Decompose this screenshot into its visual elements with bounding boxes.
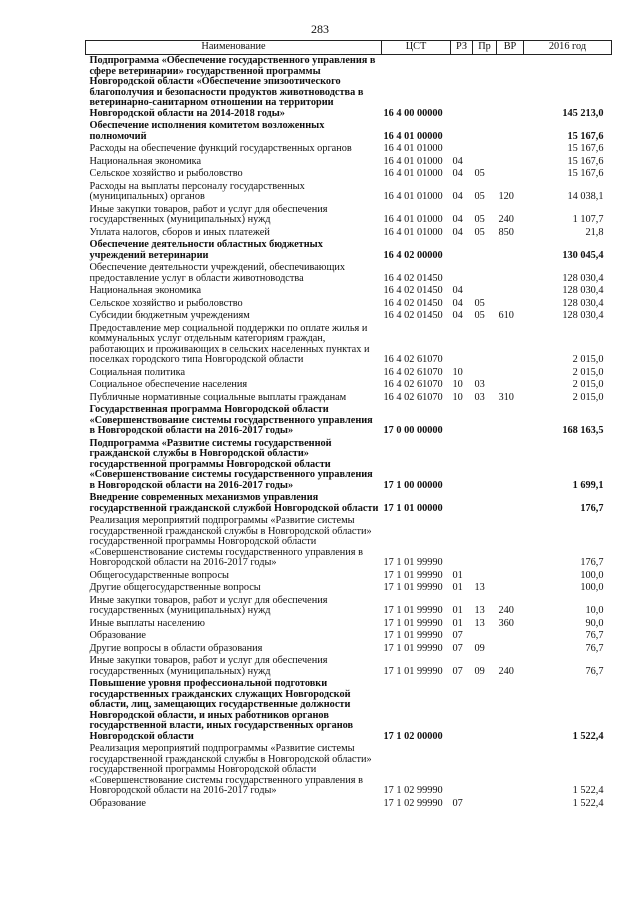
cell-vr [497, 379, 524, 392]
cell-name: Иные закупки товаров, работ и услуг для обеспечения государственных (муниципальных) нужд [89, 594, 328, 616]
cell-name: Другие вопросы в области образования [89, 642, 263, 654]
cell-cst: 16 4 01 01000 [383, 168, 443, 179]
cell-vr [497, 262, 524, 285]
cell-sum: 15 167,6 [567, 130, 604, 142]
table-row [86, 168, 612, 181]
cell-sum: 168 163,5 [562, 425, 604, 436]
cell-sum: 176,7 [580, 557, 604, 568]
cell-pr: 05 [474, 214, 485, 225]
table-header-row [86, 41, 612, 55]
cell-vr [497, 239, 524, 262]
cell-rz: 07 [452, 642, 463, 654]
table-row [86, 262, 612, 285]
cell-rz [451, 262, 473, 285]
header-name: Наименование [86, 41, 382, 55]
cell-name: Расходы на обеспечение функций государственных органов [89, 143, 352, 154]
cell-name: Повышение уровня профессиональной подготовки государственных гражданских служащих Новгородской области, лиц, замещающих государственные должности Новгородской области, и иных работников органов государственной власти, иных государственных органов Новгородской области [89, 678, 354, 742]
table-row [86, 310, 612, 323]
cell-pr [473, 743, 497, 798]
cell-cst: 16 4 01 01000 [383, 226, 443, 238]
header-cst: ЦСТ [382, 41, 451, 55]
cell-sum: 2 015,0 [572, 354, 604, 365]
cell-rz: 07 [452, 630, 463, 641]
table-row [86, 404, 612, 438]
cell-pr [473, 143, 497, 156]
cell-cst: 16 4 02 61070 [383, 354, 443, 365]
cell-sum: 2 015,0 [572, 379, 604, 390]
cell-rz [451, 239, 473, 262]
cell-name: Подпрограмма «Обеспечение государственного управления в сфере ветеринарии» государственной программы Новгородской области «Обеспечение эпизоотического благополучия и безопасности продуктов животноводства в ветеринарно-санитарном отношении на территории Новгородской области на 2014-2018 годы» [89, 55, 376, 119]
table-row [86, 655, 612, 678]
cell-cst: 16 4 02 00000 [383, 249, 443, 261]
table-row [86, 120, 612, 143]
cell-pr [473, 492, 497, 515]
cell-cst: 17 1 01 99990 [383, 630, 443, 641]
table-row [86, 156, 612, 169]
cell-cst: 17 1 00 00000 [383, 479, 443, 491]
cell-cst: 17 1 01 99990 [383, 665, 443, 677]
cell-pr: 09 [474, 642, 485, 654]
table-row [86, 379, 612, 392]
cell-rz: 04 [452, 297, 463, 309]
table-row [86, 630, 612, 643]
cell-pr: 13 [474, 617, 485, 629]
cell-pr [473, 630, 497, 643]
cell-vr: 240 [498, 665, 514, 677]
cell-sum: 1 107,7 [572, 214, 604, 225]
cell-sum: 76,7 [585, 630, 604, 641]
cell-pr: 13 [474, 605, 485, 616]
cell-cst: 17 1 01 99990 [383, 569, 443, 581]
cell-rz [451, 515, 473, 570]
cell-pr [473, 798, 497, 811]
cell-rz [451, 120, 473, 143]
cell-vr [497, 643, 524, 656]
cell-sum: 10,0 [585, 605, 604, 616]
cell-sum: 130 045,4 [562, 249, 604, 261]
cell-sum: 15 167,6 [567, 168, 604, 179]
cell-cst: 17 1 01 99990 [383, 605, 443, 616]
cell-sum: 128 030,4 [562, 285, 604, 296]
cell-name: Публичные нормативные социальные выплаты гражданам [89, 391, 347, 403]
cell-rz: 01 [452, 617, 463, 629]
cell-sum: 145 213,0 [562, 107, 604, 119]
cell-pr [473, 404, 497, 438]
table-row [86, 227, 612, 240]
cell-rz: 04 [452, 226, 463, 238]
cell-rz [451, 438, 473, 493]
cell-cst: 16 4 02 01450 [383, 297, 443, 309]
cell-sum: 2 015,0 [572, 366, 604, 378]
cell-rz [451, 404, 473, 438]
cell-rz: 04 [452, 168, 463, 179]
cell-name: Сельское хозяйство и рыболовство [89, 168, 243, 179]
cell-vr [497, 55, 524, 121]
cell-rz: 01 [452, 582, 463, 593]
cell-rz [451, 143, 473, 156]
cell-vr [497, 582, 524, 595]
cell-pr: 03 [474, 379, 485, 390]
cell-cst: 17 1 02 00000 [383, 730, 443, 742]
cell-pr [473, 262, 497, 285]
cell-name: Субсидии бюджетным учреждениям [89, 310, 250, 321]
cell-vr [497, 120, 524, 143]
table-row [86, 582, 612, 595]
cell-rz [451, 743, 473, 798]
cell-cst: 16 4 01 00000 [383, 130, 443, 142]
cell-vr: 850 [498, 226, 514, 238]
cell-sum: 100,0 [580, 569, 604, 581]
cell-sum: 128 030,4 [562, 272, 604, 284]
table-row [86, 570, 612, 583]
cell-name: Реализация мероприятий подпрограммы «Развитие системы государственной гражданской службы в Новгородской области» государственной программы Новгородской области «Совершенствование системы государственного управления в Новгородской области на 2016-2017 годы» [89, 515, 372, 568]
cell-pr: 05 [474, 168, 485, 179]
cell-name: Обеспечение деятельности областных бюджетных учреждений ветеринарии [89, 239, 323, 261]
cell-vr [497, 323, 524, 367]
cell-vr: 610 [498, 310, 514, 321]
cell-sum: 76,7 [585, 642, 604, 654]
cell-name: Обеспечение деятельности учреждений, обеспечивающих предоставление услуг в области животноводства [89, 262, 346, 284]
cell-rz [451, 55, 473, 121]
cell-name: Национальная экономика [89, 285, 202, 296]
cell-sum: 90,0 [585, 617, 604, 629]
cell-cst: 16 4 02 01450 [383, 272, 443, 284]
cell-pr [473, 323, 497, 367]
cell-cst: 16 4 02 61070 [383, 379, 443, 390]
cell-name: Социальное обеспечение населения [89, 379, 248, 390]
cell-rz: 04 [452, 310, 463, 321]
cell-cst: 16 4 00 00000 [383, 107, 443, 119]
cell-name: Уплата налогов, сборов и иных платежей [89, 226, 270, 238]
cell-sum: 100,0 [580, 582, 604, 593]
cell-sum: 1 699,1 [572, 479, 604, 491]
cell-rz: 10 [452, 379, 463, 390]
table-row [86, 618, 612, 631]
cell-vr [497, 367, 524, 380]
cell-pr [473, 285, 497, 298]
cell-pr: 09 [474, 665, 485, 677]
cell-cst: 16 4 02 01450 [383, 310, 443, 321]
header-rz: РЗ [451, 41, 473, 55]
cell-cst: 17 1 01 00000 [383, 502, 443, 514]
cell-rz: 10 [452, 391, 463, 403]
cell-name: Образование [89, 630, 146, 641]
cell-rz [451, 323, 473, 367]
cell-name: Иные выплаты населению [89, 617, 206, 629]
cell-cst: 17 1 01 99990 [383, 557, 443, 568]
cell-sum: 1 522,4 [572, 797, 604, 809]
cell-rz: 10 [452, 366, 463, 378]
cell-vr: 120 [498, 191, 514, 202]
cell-vr [497, 678, 524, 743]
cell-rz: 04 [452, 155, 463, 167]
cell-pr [473, 156, 497, 169]
cell-cst: 16 4 02 01450 [383, 285, 443, 296]
cell-vr [497, 438, 524, 493]
cell-pr [473, 570, 497, 583]
cell-rz [451, 678, 473, 743]
header-pr: Пр [473, 41, 497, 55]
cell-pr: 03 [474, 391, 485, 403]
table-row [86, 743, 612, 798]
cell-vr [497, 156, 524, 169]
cell-vr [497, 515, 524, 570]
table-row [86, 643, 612, 656]
table-row [86, 438, 612, 493]
cell-name: Социальная политика [89, 366, 186, 378]
cell-vr [497, 298, 524, 311]
cell-name: Сельское хозяйство и рыболовство [89, 297, 243, 309]
cell-cst: 17 0 00 00000 [383, 425, 443, 436]
table-row [86, 55, 612, 121]
table-row [86, 181, 612, 204]
cell-sum: 176,7 [580, 502, 604, 514]
cell-vr [497, 630, 524, 643]
cell-vr: 310 [498, 391, 514, 403]
cell-sum: 15 167,6 [567, 143, 604, 154]
cell-vr [497, 492, 524, 515]
cell-pr: 13 [474, 582, 485, 593]
cell-name: Другие общегосударственные вопросы [89, 582, 261, 593]
cell-cst: 16 4 01 01000 [383, 143, 443, 154]
table-row [86, 678, 612, 743]
table-row [86, 492, 612, 515]
cell-vr: 240 [498, 214, 514, 225]
cell-sum: 1 522,4 [572, 785, 604, 796]
page-number: 283 [311, 22, 329, 36]
cell-rz: 04 [452, 191, 463, 202]
table-row [86, 595, 612, 618]
cell-sum: 128 030,4 [562, 310, 604, 321]
cell-pr: 05 [474, 191, 485, 202]
cell-pr [473, 55, 497, 121]
cell-sum: 2 015,0 [572, 391, 604, 403]
cell-vr [497, 798, 524, 811]
cell-cst: 16 4 01 01000 [383, 214, 443, 225]
table-row [86, 204, 612, 227]
cell-name: Обеспечение исполнения комитетом возложенных полномочий [89, 120, 325, 142]
cell-sum: 15 167,6 [567, 155, 604, 167]
table-row [86, 392, 612, 405]
cell-pr: 05 [474, 310, 485, 321]
cell-name: Внедрение современных механизмов управления государственной гражданской службой Новгородской области [89, 492, 379, 514]
cell-sum: 1 522,4 [572, 730, 604, 742]
cell-name: Реализация мероприятий подпрограммы «Развитие системы государственной гражданской службы в Новгородской области» государственной программы Новгородской области «Совершенствование системы государственного управления в Новгородской области на 2016-2017 годы» [89, 743, 372, 796]
cell-name: Государственная программа Новгородской области «Совершенствование системы государственного управления в Новгородской области на 2016-2017 годы» [89, 404, 373, 436]
cell-pr [473, 120, 497, 143]
cell-pr: 05 [474, 297, 485, 309]
cell-pr [473, 438, 497, 493]
cell-vr [497, 743, 524, 798]
table-row [86, 143, 612, 156]
table-row [86, 285, 612, 298]
cell-rz: 07 [452, 665, 463, 677]
cell-cst: 17 1 01 99990 [383, 582, 443, 593]
cell-rz: 04 [452, 285, 463, 296]
table-row [86, 798, 612, 811]
cell-vr [497, 168, 524, 181]
cell-cst: 16 4 02 61070 [383, 366, 443, 378]
cell-name: Расходы на выплаты персоналу государственных (муниципальных) органов [89, 180, 305, 202]
cell-sum: 21,8 [585, 226, 604, 238]
cell-pr: 05 [474, 226, 485, 238]
cell-cst: 17 1 01 99990 [383, 617, 443, 629]
table-row [86, 367, 612, 380]
cell-name: Иные закупки товаров, работ и услуг для обеспечения государственных (муниципальных) нужд [89, 203, 328, 225]
cell-rz: 07 [452, 797, 463, 809]
cell-name: Подпрограмма «Развитие системы государственной гражданской службы в Новгородской области» государственной программы Новгородской области «Совершенствование системы государственного управления в Новгородской области на 2016-2017 годы» [89, 437, 373, 491]
cell-rz [451, 492, 473, 515]
table-row [86, 515, 612, 570]
cell-name: Иные закупки товаров, работ и услуг для обеспечения государственных (муниципальных) нужд [89, 655, 328, 677]
table-row [86, 239, 612, 262]
cell-vr: 360 [498, 617, 514, 629]
table-body [86, 55, 612, 811]
cell-vr [497, 143, 524, 156]
cell-rz: 04 [452, 214, 463, 225]
cell-sum: 128 030,4 [562, 297, 604, 309]
cell-vr [497, 404, 524, 438]
cell-cst: 17 1 02 99990 [383, 797, 443, 809]
header-year: 2016 год [524, 41, 612, 55]
table-row [86, 323, 612, 367]
cell-vr [497, 570, 524, 583]
cell-name: Образование [89, 797, 146, 809]
budget-table [85, 40, 612, 810]
cell-rz: 01 [452, 569, 463, 581]
cell-pr [473, 239, 497, 262]
cell-pr [473, 678, 497, 743]
cell-pr [473, 367, 497, 380]
cell-cst: 16 4 01 01000 [383, 191, 443, 202]
cell-rz: 01 [452, 605, 463, 616]
cell-name: Национальная экономика [89, 155, 202, 167]
cell-name: Предоставление мер социальной поддержки по оплате жилья и коммунальных услуг отдельным категориям граждан, работающих и проживающих в сельских населенных пунктах и поселках городского типа Новгородской области [89, 322, 370, 365]
cell-cst: 16 4 02 61070 [383, 391, 443, 403]
cell-cst: 16 4 01 01000 [383, 155, 443, 167]
cell-cst: 17 1 02 99990 [383, 785, 443, 796]
cell-pr [473, 515, 497, 570]
cell-vr: 240 [498, 605, 514, 616]
cell-cst: 17 1 01 99990 [383, 642, 443, 654]
cell-vr [497, 285, 524, 298]
table-row [86, 298, 612, 311]
cell-name: Общегосударственные вопросы [89, 569, 229, 581]
cell-sum: 76,7 [585, 665, 604, 677]
cell-sum: 14 038,1 [567, 191, 604, 202]
header-vr: ВР [497, 41, 524, 55]
